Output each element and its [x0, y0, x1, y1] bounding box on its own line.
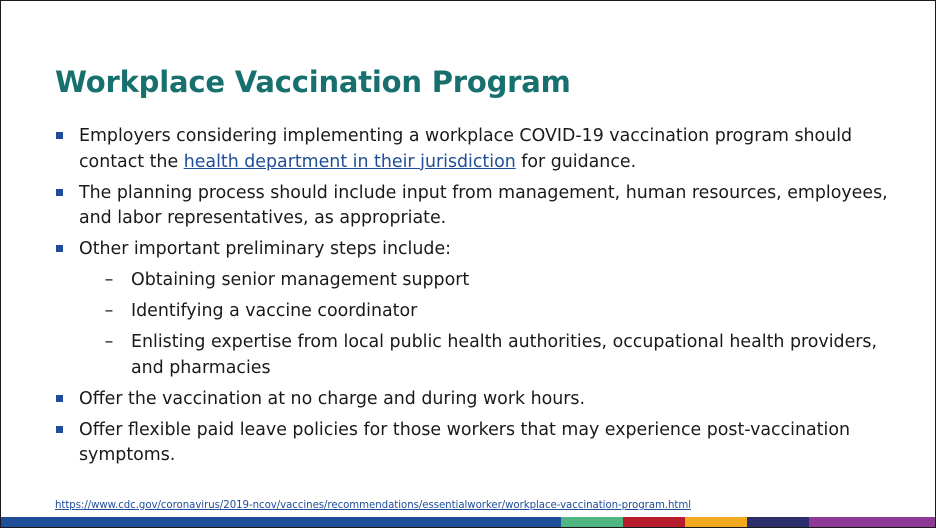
square-bullet-icon: [56, 189, 63, 196]
color-bar: [1, 517, 935, 527]
slide-title: Workplace Vaccination Program: [55, 65, 571, 99]
color-bar-segment: [809, 517, 935, 527]
sub-bullet-item: [55, 299, 895, 325]
square-bullet-icon: [56, 245, 63, 252]
dash-bullet-icon: –: [104, 301, 114, 321]
sub-bullet-item: [55, 330, 895, 381]
health-department-link[interactable]: health department in their jurisdiction: [183, 151, 516, 172]
sub-bullet-text: Identifying a vaccine coordinator: [131, 301, 418, 321]
bullet-text: Offer the vaccination at no charge and during work hours.: [79, 388, 585, 409]
bullet-item: [55, 181, 895, 232]
sub-bullet-text: Enlisting expertise from local public health authorities, occupational health providers, and pharmacies: [131, 332, 878, 378]
color-bar-segment: [623, 517, 685, 527]
bullet-text: Other important preliminary steps include:: [79, 239, 452, 259]
bullet-text: The planning process should include input from management, human resources, employees, and labor representatives, as appropriate.: [79, 182, 888, 228]
bullet-item: [55, 418, 895, 469]
sub-bullet-item: [55, 268, 895, 294]
square-bullet-icon: [56, 132, 63, 139]
bullet-item: [55, 124, 895, 175]
bullet-item: [55, 387, 895, 413]
color-bar-segment: [1, 517, 561, 527]
bullet-text-after-link: for guidance.: [515, 151, 637, 172]
sub-bullet-text: Obtaining senior management support: [131, 270, 470, 290]
color-bar-segment: [561, 517, 623, 527]
square-bullet-icon: [56, 426, 63, 433]
square-bullet-icon: [56, 395, 63, 402]
bullet-item: [55, 237, 895, 263]
color-bar-segment: [747, 517, 809, 527]
dash-bullet-icon: –: [104, 332, 114, 352]
bullet-list: [55, 124, 895, 474]
dash-bullet-icon: –: [104, 270, 114, 290]
bullet-text-before-link: Employers considering implementing a workplace COVID-19 vaccination program should contact the: [79, 126, 853, 172]
bullet-text: Offer flexible paid leave policies for those workers that may experience post-vaccination symptoms.: [79, 419, 850, 465]
source-url-link[interactable]: https://www.cdc.gov/coronavirus/2019-ncov/vaccines/recommendations/essentialworker/workplace-vaccination-program.html: [55, 500, 692, 511]
color-bar-segment: [685, 517, 747, 527]
